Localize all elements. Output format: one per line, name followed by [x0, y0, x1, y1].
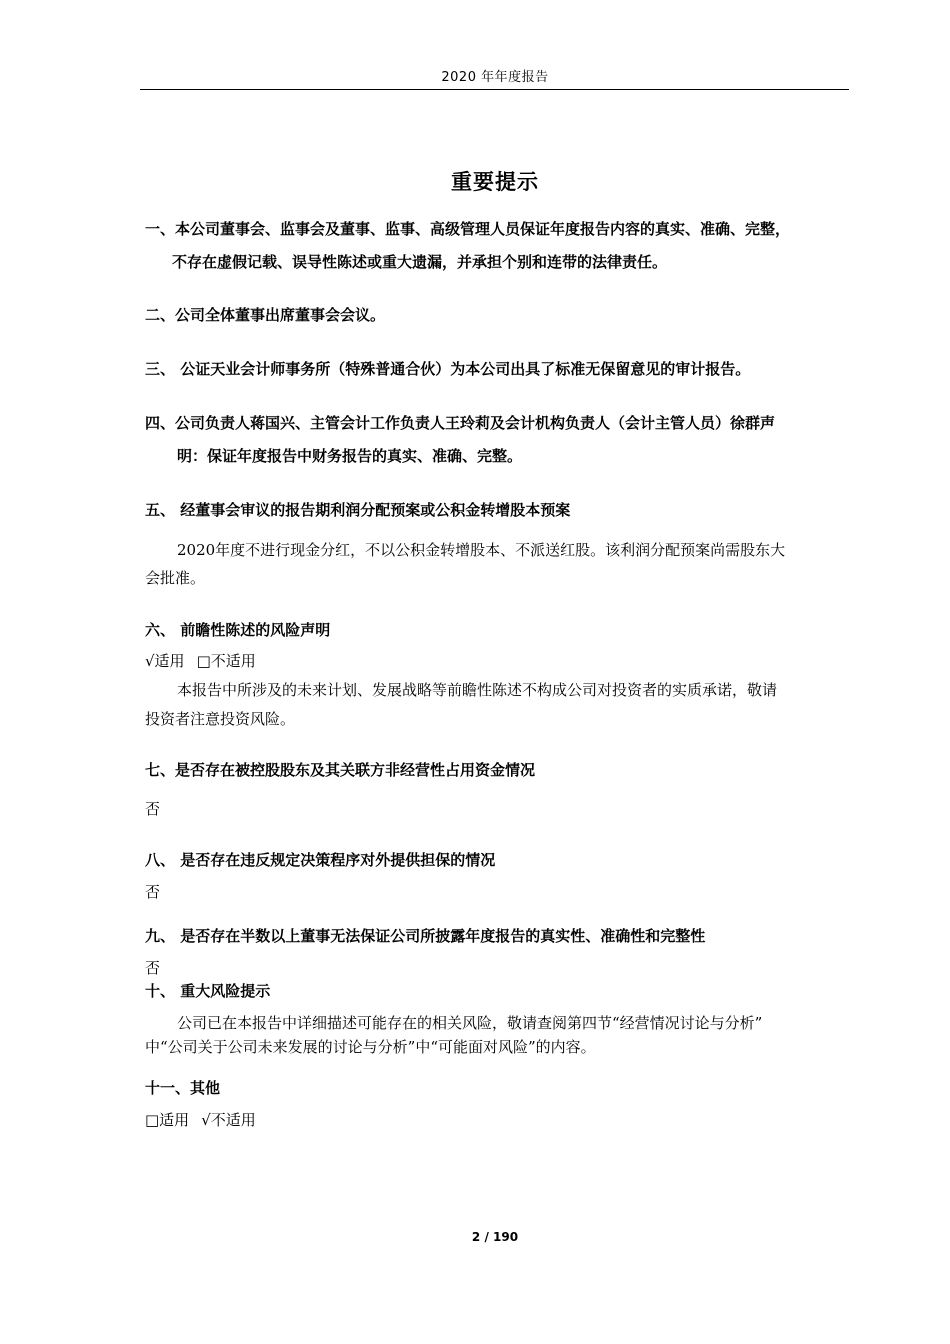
item-8-answer: 否: [145, 883, 161, 901]
item-3: 三、 公证天业会计师事务所（特殊普通合伙）为本公司出具了标准无保留意见的审计报告。: [145, 360, 751, 378]
item-6-body-line-1: 本报告中所涉及的未来计划、发展战略等前瞻性陈述不构成公司对投资者的实质承诺，敬请: [177, 681, 778, 699]
item-11-applicable-unchecked: □适用: [145, 1111, 190, 1129]
item-7-answer: 否: [145, 800, 161, 818]
item-9-heading: 九、 是否存在半数以上董事无法保证公司所披露年度报告的真实性、准确性和完整性: [145, 927, 706, 945]
item-4-line-1: 四、公司负责人蒋国兴、主管会计工作负责人王玲莉及会计机构负责人（会计主管人员）徐群声: [145, 414, 776, 432]
report-header-title: 2020 年年度报告: [441, 70, 549, 85]
item-11-checkbox-row: [145, 1110, 256, 1130]
item-4-line-2: 明：保证年度报告中财务报告的真实、准确、完整。: [177, 447, 523, 465]
item-6-body-line-2: 投资者注意投资风险。: [145, 710, 296, 728]
item-5-heading: 五、 经董事会审议的报告期利润分配预案或公积金转增股本预案: [145, 501, 571, 519]
item-7-heading: 七、是否存在被控股股东及其关联方非经营性占用资金情况: [145, 761, 536, 779]
item-5-body-line-1: 2020年度不进行现金分红，不以公积金转增股本、不派送红股。该利润分配预案尚需股东大: [177, 541, 786, 559]
item-1-line-2: 不存在虚假记载、误导性陈述或重大遗漏，并承担个别和连带的法律责任。: [172, 253, 668, 271]
page-title: 重要提示: [451, 170, 539, 194]
item-10-body-line-2: 中“公司关于公司未来发展的讨论与分析”中“可能面对风险”的内容。: [145, 1038, 596, 1056]
item-11-not-applicable-checked: √不适用: [201, 1111, 256, 1129]
item-6-checkbox-row: [145, 651, 256, 671]
item-5-body-line-2: 会批准。: [145, 569, 206, 587]
item-6-applicable-checked: √适用: [145, 652, 185, 670]
item-6-not-applicable-unchecked: □不适用: [196, 652, 256, 670]
item-8-heading: 八、 是否存在违反规定决策程序对外提供担保的情况: [145, 851, 496, 869]
page-number: 2 / 190: [471, 1230, 519, 1244]
item-1-line-1: 一、本公司董事会、监事会及董事、监事、高级管理人员保证年度报告内容的真实、准确、完整，: [145, 220, 791, 238]
item-2: 二、公司全体董事出席董事会会议。: [145, 306, 386, 324]
item-6-heading: 六、 前瞻性陈述的风险声明: [145, 621, 331, 639]
item-11-heading: 十一、其他: [145, 1079, 221, 1097]
item-9-answer: 否: [145, 959, 161, 977]
header-divider: [140, 89, 849, 90]
item-10-heading: 十、 重大风险提示: [145, 982, 271, 1000]
item-10-body-line-1: 公司已在本报告中详细描述可能存在的相关风险，敬请查阅第四节“经营情况讨论与分析”: [177, 1014, 763, 1032]
